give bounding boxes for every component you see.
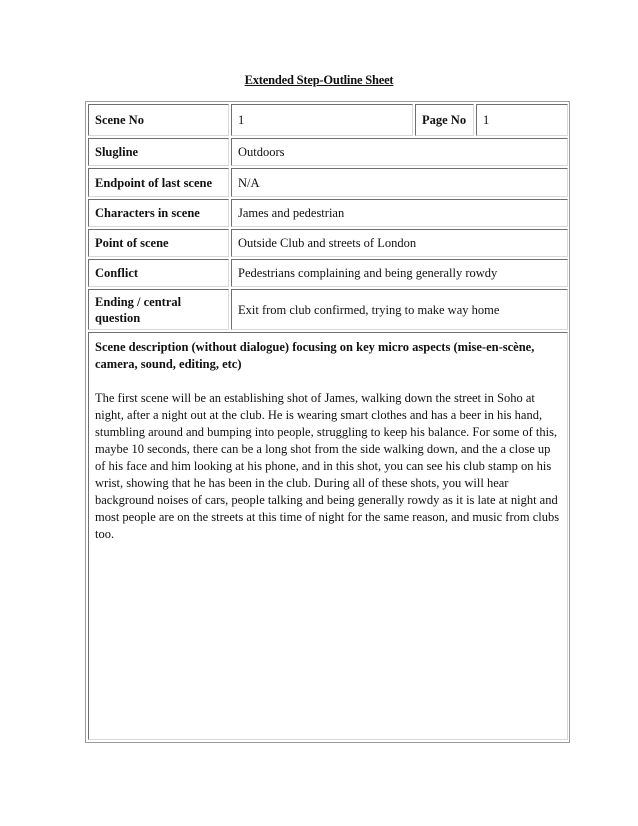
ending-value: Exit from club confirmed, trying to make way home <box>231 289 568 330</box>
page-no-label: Page No <box>415 104 474 136</box>
characters-label: Characters in scene <box>88 199 229 227</box>
endpoint-label: Endpoint of last scene <box>88 168 229 197</box>
conflict-label: Conflict <box>88 259 229 287</box>
point-of-scene-value: Outside Club and streets of London <box>231 229 568 257</box>
endpoint-value: N/A <box>231 168 568 197</box>
step-outline-table <box>85 101 570 743</box>
scene-description-cell <box>88 332 568 740</box>
sheet-title: Extended Step-Outline Sheet <box>244 73 394 87</box>
page-no-value: 1 <box>476 104 568 136</box>
point-of-scene-label: Point of scene <box>88 229 229 257</box>
scene-description-heading: Scene description (without dialogue) focusing on key micro aspects (mise-en-scène, camera, sound, editing, etc) <box>95 340 535 371</box>
characters-value: James and pedestrian <box>231 199 568 227</box>
slugline-value: Outdoors <box>231 138 568 166</box>
slugline-label: Slugline <box>88 138 229 166</box>
ending-label: Ending / central question <box>88 289 229 330</box>
scene-no-value: 1 <box>231 104 413 136</box>
conflict-value: Pedestrians complaining and being generally rowdy <box>231 259 568 287</box>
scene-description-body: The first scene will be an establishing shot of James, walking down the street in Soho at night, after a night out at the club. He is wearing smart clothes and has a beer in his hand, stumbling around and bumping into people, struggling to keep his balance. For some of this, maybe 10 seconds, there can be a long shot from the side walking down, and the a close up of his face and him looking at his phone, and in this shot, you can see his club stamp on his wrist, showing that he has been in the club. During all of these shots, you will hear background noises of cars, people talking and being generally rowdy as it is late at night and most people are on the streets at this time of night for the same reason, and music from clubs too. <box>95 391 560 541</box>
scene-no-label: Scene No <box>88 104 229 136</box>
